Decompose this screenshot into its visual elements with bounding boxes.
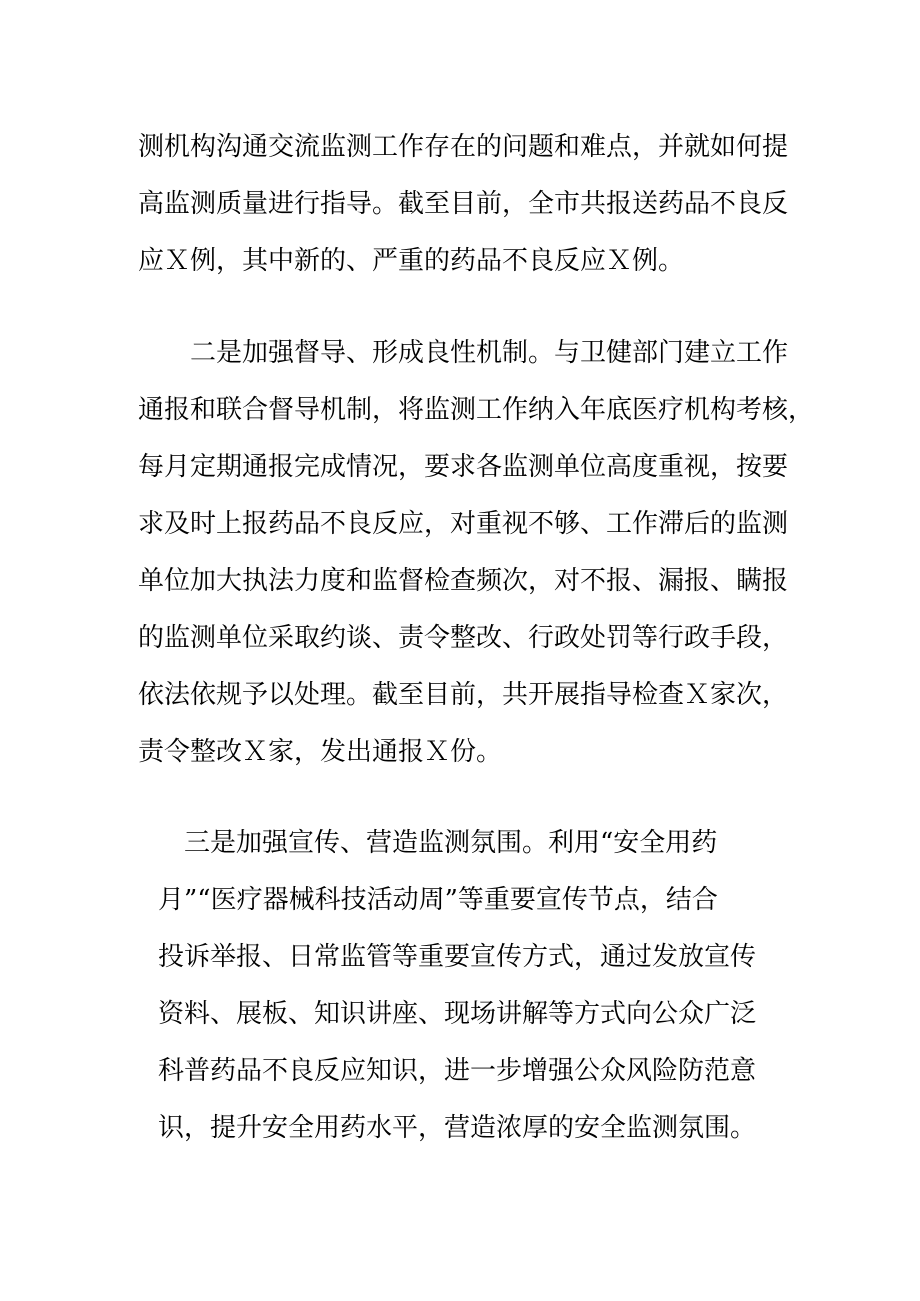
paragraph-line: 单位加大执法力度和监督检查频次，对不报、漏报、瞒报 [138,566,789,596]
paragraph-line: 识，提升安全用药水平，营造浓厚的安全监测氛围。 [158,1113,757,1143]
paragraph-line: 依法依规予以处理。截至目前，共开展指导检查Ｘ家次， [138,680,789,710]
paragraph-line: 月”“医疗器械科技活动周”等重要宣传节点，结合 [158,885,718,915]
paragraph-line: 科普药品不良反应知识，进一步增强公众风险防范意 [158,1056,757,1086]
paragraph-line: 资料、展板、知识讲座、现场讲解等方式向公众广泛 [158,999,757,1029]
paragraph-line: 每月定期通报完成情况，要求各监测单位高度重视，按要 [138,452,789,482]
paragraph-line: 求及时上报药品不良反应，对重视不够、工作滞后的监测 [138,509,789,539]
paragraph-line: 投诉举报、日常监管等重要宣传方式，通过发放宣传 [158,942,757,972]
paragraph-line: 的监测单位采取约谈、责令整改、行政处罚等行政手段， [138,623,789,653]
paragraph-line: 应Ｘ例，其中新的、严重的药品不良反应Ｘ例。 [138,246,685,276]
paragraph-line: 三是加强宣传、营造监测氛围。利用“安全用药 [184,828,718,858]
paragraph-line: 测机构沟通交流监测工作存在的问题和难点，并就如何提 [138,132,789,162]
paragraph-line: 责令整改Ｘ家，发出通报Ｘ份。 [138,737,503,767]
paragraph-line: 通报和联合督导机制，将监测工作纳入年底医疗机构考核， [138,395,815,425]
paragraph-line: 二是加强督导、形成良性机制。与卫健部门建立工作 [190,338,789,368]
paragraph-line: 高监测质量进行指导。截至目前，全市共报送药品不良反 [138,189,789,219]
